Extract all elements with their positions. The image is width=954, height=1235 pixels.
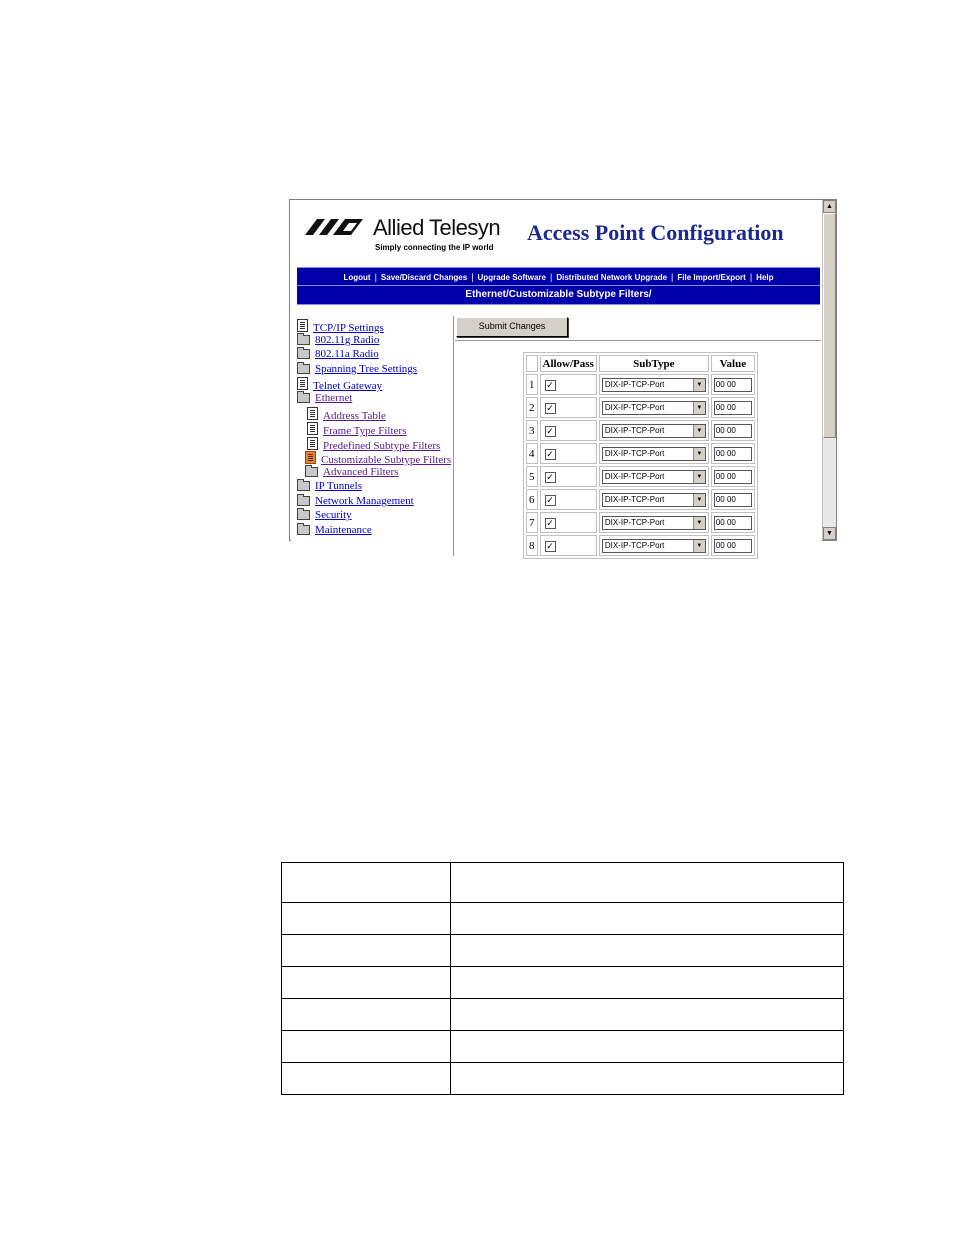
subtype-selected-value: DIX-IP-TCP-Port	[604, 402, 665, 412]
allow-pass-checkbox[interactable]: ✓	[546, 471, 554, 482]
table-row	[282, 1063, 844, 1095]
sidebar-item-security[interactable]	[297, 509, 352, 523]
chevron-down-icon[interactable]: ▼	[693, 517, 705, 529]
allow-pass-checkbox[interactable]: ✓	[546, 379, 554, 390]
page-viewport	[291, 201, 822, 552]
scroll-thumb[interactable]	[823, 213, 836, 438]
value-input[interactable]: 00 00	[714, 401, 752, 415]
subtype-selected-value: DIX-IP-TCP-Port	[604, 471, 665, 481]
folder-icon	[297, 510, 310, 520]
sidebar-item-network-management[interactable]	[297, 495, 414, 509]
table-cell	[451, 967, 844, 999]
subtype-cell	[599, 535, 709, 556]
chevron-down-icon[interactable]: ▼	[693, 425, 705, 437]
subtype-select[interactable]	[602, 378, 706, 392]
subtype-cell	[599, 374, 709, 395]
value-cell	[711, 397, 755, 418]
chevron-down-icon[interactable]: ▼	[693, 540, 705, 552]
sidebar-item-telnet-gateway[interactable]	[297, 377, 382, 391]
folder-icon	[297, 481, 310, 491]
sidebar-item-spanning-tree-settings[interactable]	[297, 363, 417, 377]
nav-separator: |	[374, 272, 377, 282]
folder-icon	[297, 364, 310, 374]
value-cell	[711, 512, 755, 533]
table-cell	[451, 1063, 844, 1095]
nav-separator: |	[550, 272, 553, 282]
value-cell	[711, 535, 755, 556]
subtype-cell	[599, 397, 709, 418]
table-cell	[282, 1063, 451, 1095]
value-cell	[711, 420, 755, 441]
nav-separator: |	[471, 272, 474, 282]
value-input[interactable]: 00 00	[714, 447, 752, 461]
value-cell	[711, 374, 755, 395]
table-cell	[282, 967, 451, 999]
table-row	[282, 903, 844, 935]
row-number: 8	[526, 535, 538, 556]
page-icon	[307, 437, 318, 450]
row-number: 4	[526, 443, 538, 464]
row-number: 7	[526, 512, 538, 533]
subtype-selected-value: DIX-IP-TCP-Port	[604, 540, 665, 550]
subtype-selected-value: DIX-IP-TCP-Port	[604, 379, 665, 389]
submit-changes-button[interactable]: Submit Changes	[456, 317, 568, 337]
folder-icon	[297, 335, 310, 345]
table-row	[282, 935, 844, 967]
sidebar-item-label[interactable]: IP Tunnels	[315, 480, 362, 492]
page-icon	[307, 422, 318, 435]
scroll-up-arrow-icon[interactable]: ▲	[823, 200, 836, 213]
column-header: Value	[711, 355, 755, 372]
table-row	[282, 967, 844, 999]
nav-link-distributed-network-upgrade[interactable]: Distributed Network Upgrade	[556, 272, 668, 282]
sidebar-item-label[interactable]: Network Management	[315, 495, 414, 507]
table-row	[526, 374, 755, 395]
vertical-scrollbar[interactable]	[822, 200, 836, 540]
allow-pass-checkbox[interactable]: ✓	[546, 494, 554, 505]
table-row	[282, 1031, 844, 1063]
folder-icon	[297, 525, 310, 535]
table-row	[282, 999, 844, 1031]
sidebar-item-label[interactable]: Customizable Subtype Filters	[321, 454, 452, 466]
subtype-cell	[599, 512, 709, 533]
value-input[interactable]: 00 00	[714, 378, 752, 392]
scroll-down-arrow-icon[interactable]: ▼	[823, 527, 836, 540]
divider	[455, 340, 821, 341]
subtype-select[interactable]	[602, 493, 706, 507]
value-cell	[711, 489, 755, 510]
sidebar-item-ethernet[interactable]	[297, 392, 352, 406]
subtype-filter-table	[523, 352, 758, 559]
sidebar-item-label[interactable]: Predefined Subtype Filters	[323, 440, 441, 452]
chevron-down-icon[interactable]: ▼	[693, 379, 705, 391]
allow-cell	[540, 535, 597, 556]
table-row	[526, 466, 755, 487]
sidebar-item-predefined-subtype-filters[interactable]	[307, 437, 440, 451]
folder-icon	[297, 349, 310, 359]
page-icon	[307, 407, 318, 420]
value-cell	[711, 466, 755, 487]
sidebar-item-label[interactable]: Telnet Gateway	[313, 380, 383, 392]
row-number: 1	[526, 374, 538, 395]
subtype-select[interactable]	[602, 424, 706, 438]
table-cell	[282, 863, 451, 903]
chevron-down-icon[interactable]: ▼	[693, 494, 705, 506]
table-cell	[451, 863, 844, 903]
column-header	[526, 355, 538, 372]
subtype-selected-value: DIX-IP-TCP-Port	[604, 517, 665, 527]
allow-pass-checkbox[interactable]: ✓	[546, 425, 554, 436]
subtype-select[interactable]	[602, 539, 706, 553]
chevron-down-icon[interactable]: ▼	[693, 448, 705, 460]
table-row	[526, 512, 755, 533]
brand-tagline: Simply connecting the IP world	[375, 243, 494, 252]
app-title: Access Point Configuration	[527, 220, 784, 245]
subtype-cell	[599, 420, 709, 441]
sidebar-item-customizable-subtype-filters[interactable]	[305, 451, 451, 465]
sidebar-item-label[interactable]: Frame Type Filters	[323, 425, 407, 437]
sidebar-item-label[interactable]: 802.11a Radio	[315, 348, 379, 360]
table-cell	[282, 903, 451, 935]
subtype-selected-value: DIX-IP-TCP-Port	[604, 448, 665, 458]
folder-icon	[297, 496, 310, 506]
allow-cell	[540, 512, 597, 533]
allow-pass-checkbox[interactable]: ✓	[546, 448, 554, 459]
value-input[interactable]: 00 00	[714, 539, 752, 553]
allow-cell	[540, 489, 597, 510]
value-input[interactable]: 00 00	[714, 424, 752, 438]
table-row	[526, 489, 755, 510]
allow-pass-checkbox[interactable]: ✓	[546, 402, 554, 413]
sidebar-item-label[interactable]: Ethernet	[315, 392, 353, 404]
chevron-down-icon[interactable]: ▼	[693, 471, 705, 483]
nav-link-file-import-export[interactable]: File Import/Export	[677, 272, 746, 282]
navigation-tree	[293, 316, 454, 556]
table-cell	[282, 999, 451, 1031]
logo-mark-icon	[305, 219, 369, 235]
active-page-icon	[305, 451, 316, 464]
sidebar-item-802-11a-radio[interactable]	[297, 348, 379, 362]
table-cell	[451, 935, 844, 967]
table-cell	[451, 1031, 844, 1063]
sidebar-item-ip-tunnels[interactable]	[297, 480, 362, 494]
table-cell	[451, 999, 844, 1031]
sidebar-item-frame-type-filters[interactable]	[307, 422, 406, 436]
subtype-select[interactable]	[602, 447, 706, 461]
row-number: 5	[526, 466, 538, 487]
value-input[interactable]: 00 00	[714, 470, 752, 484]
subtype-selected-value: DIX-IP-TCP-Port	[604, 425, 665, 435]
subtype-select[interactable]	[602, 516, 706, 530]
value-cell	[711, 443, 755, 464]
table-row	[526, 535, 755, 556]
nav-separator: |	[749, 272, 753, 282]
value-input[interactable]: 00 00	[714, 516, 752, 530]
page-icon	[297, 377, 308, 390]
table-cell	[282, 935, 451, 967]
row-number: 2	[526, 397, 538, 418]
sidebar-item-802-11g-radio[interactable]	[297, 334, 379, 348]
nav-link-upgrade-software[interactable]: Upgrade Software	[477, 272, 546, 282]
allow-cell	[540, 420, 597, 441]
table-cell	[451, 903, 844, 935]
table-row	[526, 397, 755, 418]
table-row	[526, 443, 755, 464]
open-folder-icon	[297, 393, 310, 403]
document-table	[281, 862, 844, 1095]
sidebar-item-advanced-filters[interactable]	[305, 466, 398, 480]
brand-name: Allied Telesyn	[373, 215, 501, 240]
top-nav-bar	[297, 267, 820, 286]
nav-link-logout[interactable]: Logout	[343, 272, 371, 282]
sidebar-item-tcp-ip-settings[interactable]	[297, 319, 384, 333]
column-header: SubType	[599, 355, 709, 372]
row-number: 3	[526, 420, 538, 441]
allow-cell	[540, 466, 597, 487]
nav-separator: |	[671, 272, 674, 282]
subtype-selected-value: DIX-IP-TCP-Port	[604, 494, 665, 504]
value-input[interactable]: 00 00	[714, 493, 752, 507]
sidebar-item-label[interactable]: Address Table	[323, 410, 386, 422]
allow-cell	[540, 443, 597, 464]
chevron-down-icon[interactable]: ▼	[693, 402, 705, 414]
table-row	[282, 863, 844, 903]
subtype-cell	[599, 466, 709, 487]
sidebar-item-label[interactable]: Spanning Tree Settings	[315, 363, 418, 375]
table-row	[526, 420, 755, 441]
table-cell	[282, 1031, 451, 1063]
column-header: Allow/Pass	[540, 355, 597, 372]
sidebar-item-label[interactable]: Advanced Filters	[323, 466, 399, 478]
sidebar-item-label[interactable]: Security	[315, 509, 352, 521]
row-number: 6	[526, 489, 538, 510]
table-body	[526, 374, 755, 556]
browser-screenshot	[289, 199, 837, 552]
allow-pass-checkbox[interactable]: ✓	[546, 540, 554, 551]
breadcrumb: Ethernet/Customizable Subtype Filters/	[297, 285, 820, 305]
subtype-cell	[599, 443, 709, 464]
sidebar-item-address-table[interactable]	[307, 407, 386, 421]
nav-link-save-discard-changes[interactable]: Save/Discard Changes	[380, 272, 468, 282]
page-icon	[297, 319, 308, 332]
subtype-cell	[599, 489, 709, 510]
allow-pass-checkbox[interactable]: ✓	[546, 517, 554, 528]
sidebar-item-maintenance[interactable]	[297, 524, 372, 538]
sidebar-item-label[interactable]: Maintenance	[315, 524, 372, 536]
allow-cell	[540, 397, 597, 418]
table-header-row	[526, 355, 755, 372]
subtype-select[interactable]	[602, 470, 706, 484]
folder-icon	[305, 467, 318, 477]
allow-cell	[540, 374, 597, 395]
sidebar-item-label[interactable]: TCP/IP Settings	[313, 322, 384, 334]
nav-link-help[interactable]: Help	[756, 272, 774, 282]
subtype-select[interactable]	[602, 401, 706, 415]
sidebar-item-label[interactable]: 802.11g Radio	[315, 334, 380, 346]
